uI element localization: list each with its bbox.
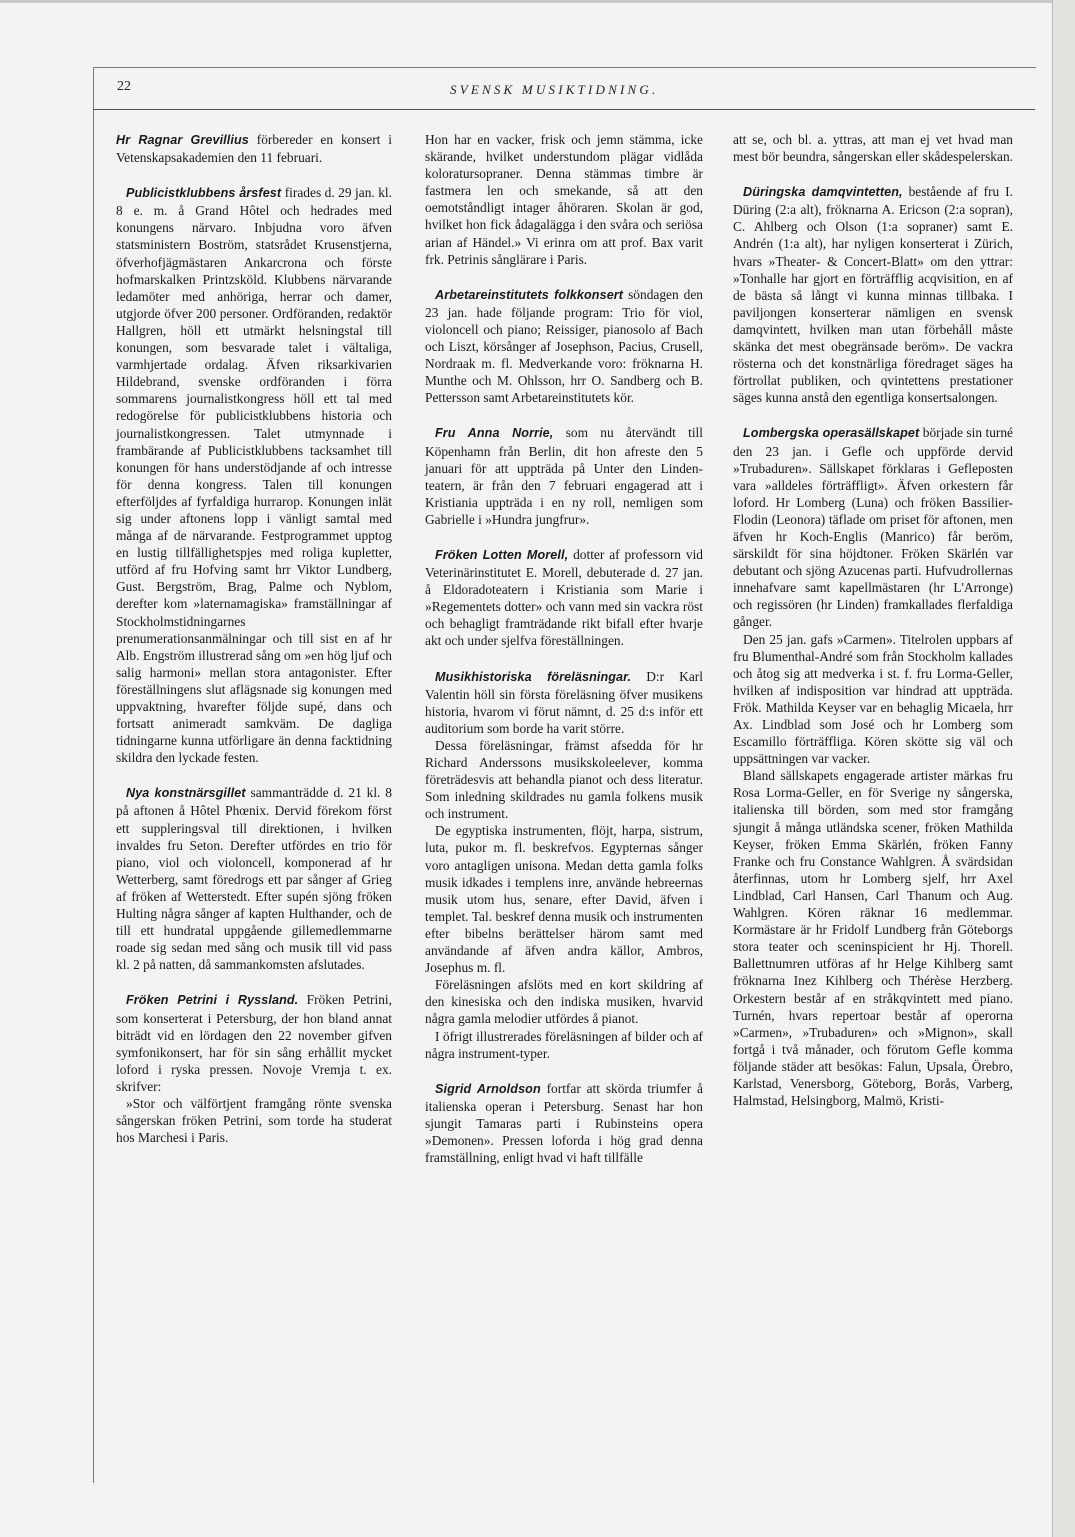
column-2 bbox=[425, 131, 703, 1166]
article-paragraph bbox=[116, 184, 392, 766]
article-heading: Düringska damqvintetten, bbox=[743, 185, 903, 200]
paragraph-text: I öfrigt illustrerades föreläsningen af bilder och af några instrument-typer. bbox=[425, 1028, 703, 1061]
paragraph-text: firades d. 29 jan. kl. 8 e. m. å Grand Hôtel och hedrades med konungens närvaro. Inbjudna voro äfven statsministern Boström, statsrådet Krusenstjerna, öfverhofjägmästaren Ankarcrona och förste hofmarskalken Printzsköld. Klubbens närvarande ledamöter med anhöriga, herrar och damer, utgjorde öfver 200 personer. Ordföranden, redaktör Hallgren, höll ett utmärkt helsningstal till konungen, som besvarade talet i vältaliga, varmhjertade ordalag. Äfven riksarkivarien Hildebrand, svenske ordföranden i förra sommarens journalistkongress höll ett tal med redogörelse för publicistklubbens historia och journalistkongressen. Talet utmynnade i frambärande af Publicistklubbens tacksamhet till konungen för hans understödjande af och intresse för denna kongress. Talen till konungen efterföljdes af fyrfaldiga hurrarop. Konungen inlät sig under aftonens lopp i vänligt samtal med många af de närvarande. Festprogrammet upptog en lustig tillfällighetspjes med roliga kupletter, utförd af fru Hofving samt hrr Viktor Lundberg, Gust. Bergström, Brag, Palme och Nyblom, derefter kom »laternamagiska» framställningar af Stockholmstidningarnes prenumerationsanmälningar och till sist en af hr Alb. Engström illustrerad sång om »en hög ljuf och salig harmoni» mellan stora antagonister. Efter föreställningens slut aflägsnade sig konungen med uppvaktning, hvarefter följde supé, dans och fortsatt animeradt samkväm. De dagliga tidningarne kunna utförligare än denna facktidning skildra den lyckade festen. bbox=[116, 185, 392, 766]
paragraph bbox=[425, 1028, 703, 1062]
article-paragraph bbox=[425, 286, 703, 407]
paragraph-text: Den 25 jan. gafs »Carmen». Titelrolen uppbars af fru Blumenthal-André som från Stockholm kallades och åtog sig att medverka i st. f. fru Lorma-Geller, hvilken af indisposition var hindrad att uppträda. Frök. Mathilda Keyser var en behaglig Micaela, hrr Ax. Lindblad som José och hr Lomberg som Escamillo förträffliga. Kören skötte sig väl och uppsättningen var vacker. bbox=[733, 631, 1013, 767]
paragraph-text: fortfar att skörda triumfer å italienska operan i Petersburg. Senast har hon sjungit Tamaras parti i Rubinsteins opera »Demonen». Pressen loforda i hög grad denna framställning, enligt hvad vi haft tillfälle bbox=[425, 1080, 703, 1166]
paragraph-text: Bland sällskapets engagerade artister märkas fru Rosa Lorma-Geller, en för Sverige ny sångerska, italienska till börden, som med stor framgång sjungit å många utländska scener, fröken Mathilda Keyser, fröken Emma Skärlén, fröken Fanny Franke och fru Constance Wahlgren. Å svärdsidan återfinnas, utom hr Lomberg sjelf, hrr Axel Lindblad, Carl Hansen, Carl Thanum och Aug. Wahlgren. Kören räknar 16 medlemmar. Kormästare är hr Fridolf Lundberg från Göteborgs stora teater och sceninspicient hr Hj. Thorell. Ballettnumren utföras af hr Helge Kihlberg samt fröknarna Inez Kihlberg och Thérèse Herzberg. Orkestern består af en stråkqvintett med piano. Turnén, hvars repertoar består af operorna »Carmen», »Trubaduren» och »Mignon», skall fortgå i två månader, och förutom Gefle komma följande städer att besökas: Falun, Upsala, Örebro, Karlstad, Venersborg, Göteborg, Borås, Varberg, Halmstad, Helsingborg, Malmö, Kristi- bbox=[733, 768, 1013, 1109]
page-header bbox=[93, 77, 1035, 110]
paragraph bbox=[425, 976, 703, 1027]
article-heading: Sigrid Arnoldson bbox=[435, 1081, 541, 1096]
column-3 bbox=[733, 131, 1013, 1109]
paragraph bbox=[733, 767, 1013, 1109]
paragraph-text: att se, och bl. a. yttras, att man ej vet hvad man mest bör beundra, sångerskan eller skådespelerskan. bbox=[733, 132, 1013, 165]
paragraph-text: förbereder en konsert i Vetenskapsakademien den 11 februari. bbox=[116, 132, 392, 166]
paragraph-text: bestående af fru I. Düring (2:a alt), fröknarna A. Ericson (2:a sopran), C. Ahlberg och Olson (1:a sopraner) samt E. Andrén (1:a alt), har nyligen konserterat i Zürich, hvars »Theater- & Concert-Blatt» om den yttrar: »Tonhalle har gjort en förträfflig acqvisition, en af de bästa så långt vi kunna minnas tillbaka. I paviljongen konserterar nämligen en svensk damqvintett, hvilken man utan förbehåll måste skänka det mest obegränsade beröm». De vackra rösterna och det konstnärliga föredraget säges ha förtrollat publiken, och qvintettens prestationer säges kunna anstå den egentliga konsertsalongen. bbox=[733, 184, 1013, 406]
paragraph-text: D:r Karl Valentin höll sin första föreläsning öfver musikens historia, hvarom vi förut nämnt, d. 25 d:s inför ett auditorium som borde ha varit större. bbox=[425, 668, 703, 736]
paragraph-text: dotter af professorn vid Veterinärinstitutet E. Morell, debuterade d. 27 jan. å Eldoradoteatern i Kristiania som Marie i »Regementets dotter» och vann med sin vackra röst och behagligt framträdande rikt bifall efter hvarje akt och under sjelfva föreställningen. bbox=[425, 546, 703, 649]
article-paragraph bbox=[116, 784, 392, 973]
paragraph-text: som nu återvändt till Köpenhamn från Berlin, dit hon afreste den 5 januari för att uppträda på Unter den Linden-teatern, är från den 7 februari engagerad att i Kristiania uppträda i en ny roll, nemligen som Gabrielle i »Hundra jungfrur». bbox=[425, 425, 703, 527]
paragraph-text: »Stor och välförtjent framgång rönte svenska sångerskan fröken Petrini, som torde ha studerat hos Marchesi i Paris. bbox=[116, 1095, 392, 1146]
paragraph bbox=[425, 737, 703, 822]
scan-top-edge bbox=[0, 0, 1075, 3]
running-title: SVENSK MUSIKTIDNING. bbox=[450, 82, 659, 97]
article-paragraph bbox=[425, 424, 703, 528]
article-paragraph bbox=[733, 424, 1013, 630]
article-paragraph bbox=[425, 546, 703, 650]
article-paragraph bbox=[116, 991, 392, 1095]
article-heading: Lombergska operasällskapet bbox=[743, 426, 920, 441]
article-paragraph bbox=[425, 668, 703, 737]
paragraph-text: Dessa föreläsningar, främst afsedda för hr Richard Anderssons musikskoleelever, komma företrädesvis att behandla pianot och dess literatur. Som inledning skildrades nu gamla folkens musik och instrument. bbox=[425, 737, 703, 822]
column-1 bbox=[116, 131, 392, 1146]
article-paragraph bbox=[116, 131, 392, 166]
article-heading: Fru Anna Norrie, bbox=[435, 426, 554, 441]
article-paragraph bbox=[425, 1080, 703, 1166]
paragraph-text: Fröken Petrini, som konserterat i Petersburg, der hon bland annat biträdt vid en lördagen den 22 november gifven symfonikonsert, har för sin sång erhållit mycket loford i ryska pressen. Novoje Vremja t. ex. skrifver: bbox=[116, 992, 392, 1094]
paragraph-text: Föreläsningen afslöts med en kort skildring af den kinesiska och den indiska musiken, hvarvid några gamla melodier utfördes å pianot. bbox=[425, 977, 703, 1027]
article-heading: Publicistklubbens årsfest bbox=[126, 186, 282, 201]
paragraph bbox=[733, 131, 1013, 165]
paragraph bbox=[116, 1095, 392, 1146]
paragraph-text: sammanträdde d. 21 kl. 8 på aftonen å Hôtel Phœnix. Dervid förekom först ett suppleringsval till direktionen, i hvilken invaldes fru Seton. Derefter utfördes en trio för piano, viol och violoncell, komponerad af hr Wetterberg, samt föredrogs ett par sånger af Grieg af fröken af Wetterstedt. Efter supén sjöng fröken Hulting några sånger af kapten Hulthander, och de till ett hundratal uppgående gillemedlemmarne roade sig sedan med sång och musik till vid pass kl. 2 på natten, då sammankomsten afslutades. bbox=[116, 785, 392, 973]
scan-right-edge bbox=[1052, 0, 1075, 1537]
paragraph bbox=[425, 131, 703, 268]
article-heading: Hr Ragnar Grevillius bbox=[116, 133, 249, 147]
article-paragraph bbox=[733, 183, 1013, 406]
paragraph-text: söndagen den 23 jan. hade följande program: Trio för viol, violoncell och piano; Reissiger, pianosolo af Bach och Liszt, körsånger af Josephson, Pacius, Crusell, Nordraak m. fl. Medverkande voro: fröknarna H. Munthe och M. Ohlsson, hrr O. Sandberg och B. Pettersson samt Arbetareinstitutets kör. bbox=[425, 286, 703, 406]
page-number: 22 bbox=[117, 79, 131, 94]
article-heading: Fröken Lotten Morell, bbox=[435, 547, 569, 562]
article-heading: Nya konstnärsgillet bbox=[126, 786, 246, 801]
paragraph bbox=[425, 822, 703, 976]
paragraph-text: började sin turné den 23 jan. i Gefle och uppförde dervid »Trubaduren». Sällskapet förklaras i Gefleposten vara »alldeles förträffligt». Äfven orkestern får loford. Hr Lomberg (Luna) och fröken Bassilier-Flodin (Leonora) täflade om priset för aftonen, men äfven hr Koch-Englis (Manrico) får beröm, särskildt för sina höjdtoner. Fröken Skärlén var debutant och sjöng Azucenas parti. Hufvudrollernas innehafvare samt kapellmästaren (hr L'Arronge) och regissören (hr Linden) framkallades flerfaldiga gånger. bbox=[733, 425, 1013, 630]
paragraph-text: Hon har en vacker, frisk och jemn stämma, icke skärande, hvilket understundom plägar vidlåda koloratursopraner. Denna stämmas timbre är fastmera len och smekande, så att den oemotståndligt intager åhöraren. Skolan är god, hvilket hon fick ådagalägga i den svåra och seriösa arian af Händel.» Vi erinra om att prof. Bax varit frk. Petrinis sånglärare i Paris. bbox=[425, 132, 703, 267]
article-heading: Arbetareinstitutets folkkonsert bbox=[435, 287, 624, 302]
paragraph bbox=[733, 631, 1013, 768]
article-heading: Musikhistoriska föreläsningar. bbox=[435, 669, 632, 684]
article-heading: Fröken Petrini i Ryssland. bbox=[126, 993, 299, 1008]
paragraph-text: De egyptiska instrumenten, flöjt, harpa, sistrum, luta, pukor m. fl. beskrefvos. Egypternas sånger voro antagligen unisona. Medan detta gamla folks musik idkades i templens inre, använde hebreernas musik utom hus, senare, efter David, äfven i templet. Tal. beskref denna musik och instrumenten efter bibelns berättelser härom samt med användande af äfven andra källor, Ambros, Josephus m. fl. bbox=[425, 823, 703, 976]
